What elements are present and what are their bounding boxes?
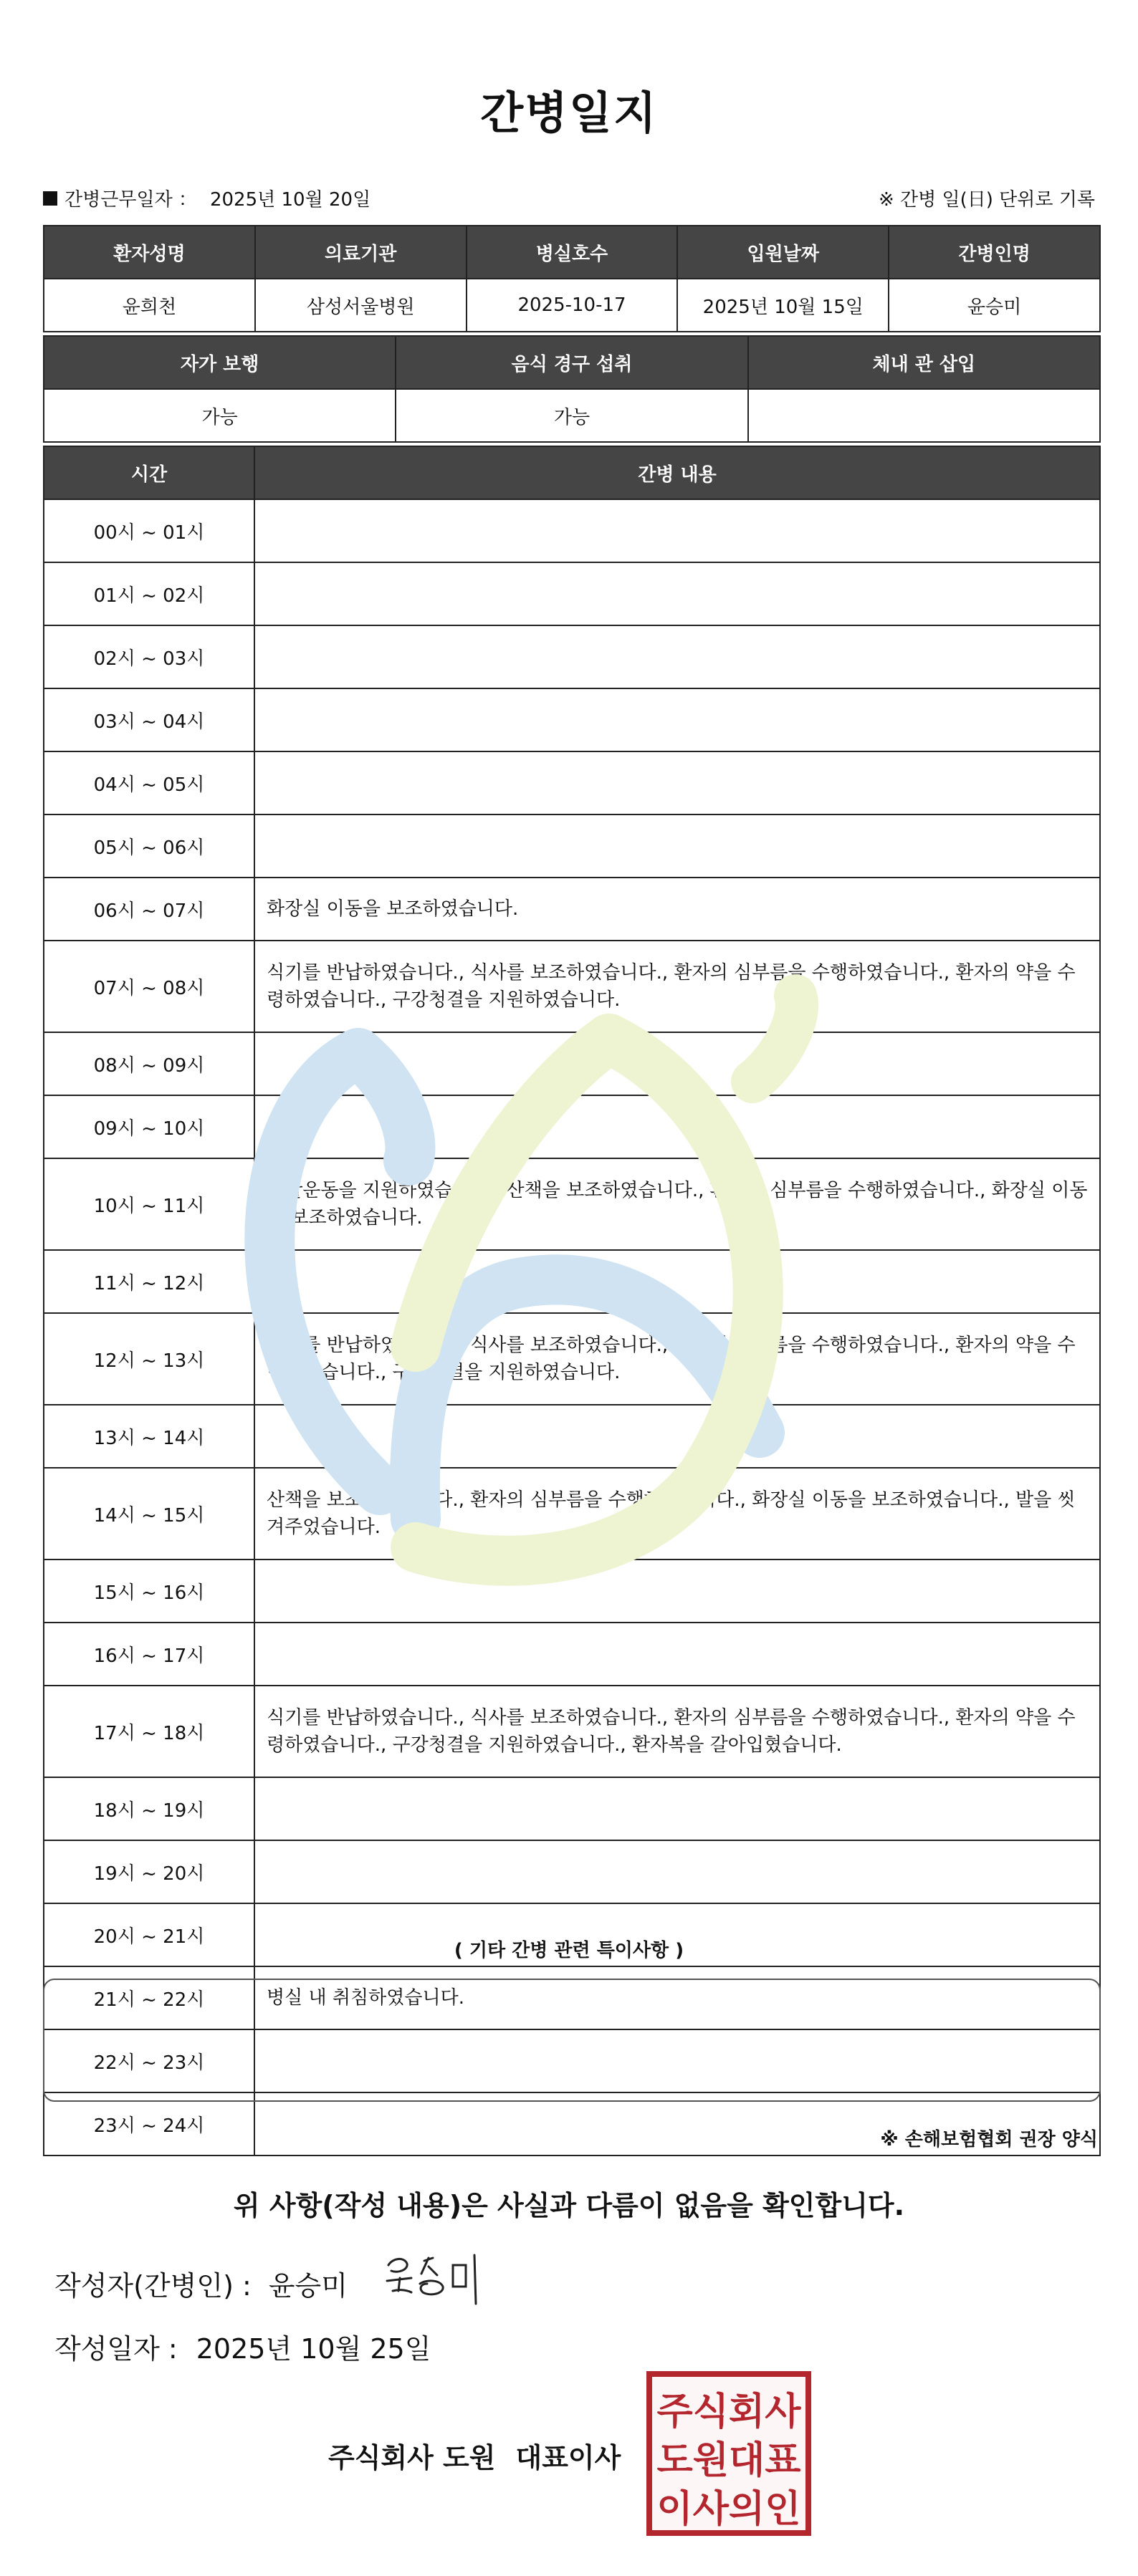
work-date-label: 간병근무일자 ： xyxy=(64,189,197,211)
content-cell xyxy=(254,1840,1100,1903)
content-cell xyxy=(254,625,1100,688)
time-cell: 00시 ~ 01시 xyxy=(44,499,254,562)
time-cell: 17시 ~ 18시 xyxy=(44,1686,254,1777)
header-admission-date: 입원날짜 xyxy=(677,226,889,279)
time-cell: 22시 ~ 23시 xyxy=(44,2029,254,2092)
content-cell: 병실 내 취침하였습니다. xyxy=(254,1966,1100,2029)
header-hospital: 의료기관 xyxy=(255,226,467,279)
work-date-value: 2025년 10월 20일 xyxy=(209,189,371,211)
table-row xyxy=(44,941,1100,1032)
table-row xyxy=(44,1158,1100,1250)
table-row xyxy=(44,814,1100,878)
patient-info-table xyxy=(43,225,1101,332)
time-cell: 20시 ~ 21시 xyxy=(44,1903,254,1966)
page-title: 간병일지 xyxy=(480,87,658,139)
content-cell xyxy=(254,1777,1100,1840)
table-row xyxy=(44,499,1100,562)
content-cell xyxy=(254,1559,1100,1623)
content-cell: 식기를 반납하였습니다., 식사를 보조하였습니다., 환자의 심부름을 수행하였습니다., 환자의 약을 수령하였습니다., 구강청결을 지원하였습니다. xyxy=(254,1313,1100,1405)
time-cell: 19시 ~ 20시 xyxy=(44,1840,254,1903)
author-label: 작성자(간병인) : xyxy=(54,2270,252,2302)
written-date-row xyxy=(54,2327,431,2366)
table-row xyxy=(44,751,1100,814)
content-cell: 식기를 반납하였습니다., 식사를 보조하였습니다., 환자의 심부름을 수행하였습니다., 환자의 약을 수령하였습니다., 구강청결을 지원하였습니다. xyxy=(254,941,1100,1032)
table-row xyxy=(44,1686,1100,1777)
written-date-value: 2025년 10월 25일 xyxy=(196,2333,431,2365)
patient-status-value-row xyxy=(44,389,1100,442)
time-cell: 15시 ~ 16시 xyxy=(44,1559,254,1623)
patient-name-value: 윤희천 xyxy=(44,279,255,332)
table-row xyxy=(44,1777,1100,1840)
care-log-table xyxy=(43,446,1101,2156)
record-unit-note: ※ 간병 일(日) 단위로 기록 xyxy=(878,189,1095,211)
special-notes-box xyxy=(43,1979,1101,2102)
time-cell: 11시 ~ 12시 xyxy=(44,1250,254,1313)
table-row xyxy=(44,1032,1100,1095)
time-cell: 02시 ~ 03시 xyxy=(44,625,254,688)
written-date-label: 작성일자 : xyxy=(54,2333,178,2365)
time-cell: 12시 ~ 13시 xyxy=(44,1313,254,1405)
table-row xyxy=(44,1313,1100,1405)
form-source-note: ※ 손해보험협회 권장 양식 xyxy=(880,2129,1098,2150)
header-walking: 자가 보행 xyxy=(44,336,396,389)
time-cell: 06시 ~ 07시 xyxy=(44,878,254,941)
tube-insertion-value xyxy=(748,389,1100,442)
table-row xyxy=(44,1250,1100,1313)
content-cell xyxy=(254,1095,1100,1158)
time-cell: 10시 ~ 11시 xyxy=(44,1158,254,1250)
content-cell xyxy=(254,1623,1100,1686)
content-cell xyxy=(254,814,1100,878)
content-cell xyxy=(254,751,1100,814)
company-seal-stamp xyxy=(646,2371,811,2536)
room-number-value: 2025-10-17 xyxy=(467,279,678,332)
stamp-line-3: 이사의인 xyxy=(656,2488,801,2531)
time-cell: 16시 ~ 17시 xyxy=(44,1623,254,1686)
patient-status-header-row xyxy=(44,336,1100,389)
oral-intake-value: 가능 xyxy=(396,389,747,442)
content-cell xyxy=(254,688,1100,751)
author-value: 윤승미 xyxy=(268,2270,348,2302)
company-signature-line xyxy=(328,2436,621,2475)
confirmation-statement: 위 사항(작성 내용)은 사실과 다름이 없음을 확인합니다. xyxy=(233,2190,905,2221)
table-row xyxy=(44,1559,1100,1623)
bullet-square-icon xyxy=(43,191,57,206)
content-cell: 식기를 반납하였습니다., 식사를 보조하였습니다., 환자의 심부름을 수행하였습니다., 환자의 약을 수령하였습니다., 구강청결을 지원하였습니다., 환자복을 갈아입혔습니다. xyxy=(254,1686,1100,1777)
handwritten-signature xyxy=(383,2245,483,2310)
time-cell: 23시 ~ 24시 xyxy=(44,2092,254,2156)
content-cell xyxy=(254,562,1100,625)
table-row xyxy=(44,1623,1100,1686)
header-time: 시간 xyxy=(44,446,254,499)
table-row xyxy=(44,1405,1100,1468)
content-cell: 재활운동을 지원하였습니다., 산책을 보조하였습니다., 환자의 심부름을 수행하였습니다., 화장실 이동을 보조하였습니다. xyxy=(254,1158,1100,1250)
patient-status-table xyxy=(43,335,1101,443)
time-cell: 14시 ~ 15시 xyxy=(44,1468,254,1559)
content-cell: 화장실 이동을 보조하였습니다. xyxy=(254,878,1100,941)
table-row xyxy=(44,625,1100,688)
care-log-header-row xyxy=(44,446,1100,499)
time-cell: 04시 ~ 05시 xyxy=(44,751,254,814)
author-row xyxy=(54,2264,348,2303)
header-patient-name: 환자성명 xyxy=(44,226,255,279)
time-cell: 08시 ~ 09시 xyxy=(44,1032,254,1095)
stamp-line-1: 주식회사 xyxy=(656,2390,801,2433)
table-row xyxy=(44,688,1100,751)
patient-info-value-row xyxy=(44,279,1100,332)
content-cell xyxy=(254,1250,1100,1313)
table-row xyxy=(44,1468,1100,1559)
time-cell: 13시 ~ 14시 xyxy=(44,1405,254,1468)
special-notes-title: ( 기타 간병 관련 특이사항 ) xyxy=(454,1940,684,1961)
company-title: 대표이사 xyxy=(515,2442,621,2474)
time-cell: 07시 ~ 08시 xyxy=(44,941,254,1032)
time-cell: 18시 ~ 19시 xyxy=(44,1777,254,1840)
stamp-line-2: 도원대표 xyxy=(656,2439,801,2482)
time-cell: 21시 ~ 22시 xyxy=(44,1966,254,2029)
info-line xyxy=(43,185,1095,213)
time-cell: 01시 ~ 02시 xyxy=(44,562,254,625)
hospital-value: 삼성서울병원 xyxy=(255,279,467,332)
content-cell xyxy=(254,499,1100,562)
company-name: 주식회사 도원 xyxy=(328,2442,496,2474)
content-cell xyxy=(254,1405,1100,1468)
header-caregiver-name: 간병인명 xyxy=(889,226,1100,279)
walking-value: 가능 xyxy=(44,389,396,442)
table-row xyxy=(44,1095,1100,1158)
work-date xyxy=(43,185,370,211)
header-oral-intake: 음식 경구 섭취 xyxy=(396,336,747,389)
time-cell: 03시 ~ 04시 xyxy=(44,688,254,751)
patient-info-header-row xyxy=(44,226,1100,279)
table-row xyxy=(44,562,1100,625)
header-room-number: 병실호수 xyxy=(467,226,678,279)
header-tube-insertion: 체내 관 삽입 xyxy=(748,336,1100,389)
admission-date-value: 2025년 10월 15일 xyxy=(677,279,889,332)
time-cell: 05시 ~ 06시 xyxy=(44,814,254,878)
time-cell: 09시 ~ 10시 xyxy=(44,1095,254,1158)
caregiver-name-value: 윤승미 xyxy=(889,279,1100,332)
table-row xyxy=(44,1840,1100,1903)
table-row xyxy=(44,878,1100,941)
content-cell: 산책을 보조하였습니다., 환자의 심부름을 수행하였습니다., 화장실 이동을 보조하였습니다., 발을 씻겨주었습니다. xyxy=(254,1468,1100,1559)
header-care-content: 간병 내용 xyxy=(254,446,1100,499)
content-cell xyxy=(254,1032,1100,1095)
